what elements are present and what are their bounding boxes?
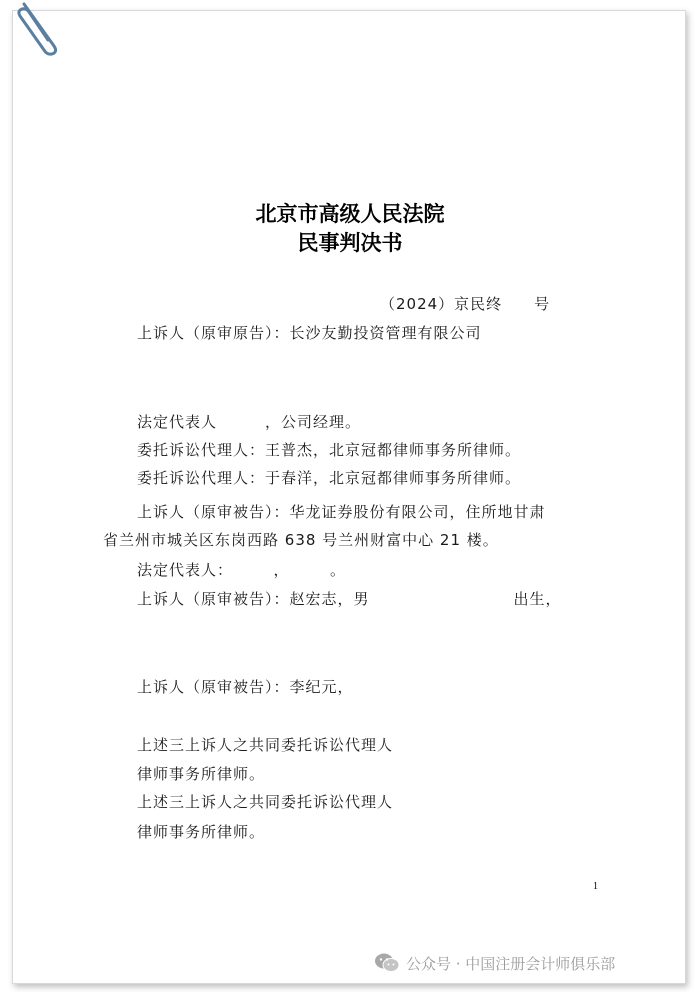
watermark <box>374 952 615 974</box>
text-line: 上诉人（原审原告）：长沙友勤投资管理有限公司 <box>137 324 482 342</box>
watermark-text: 公众号 · 中国注册会计师俱乐部 <box>406 954 616 973</box>
case-number: （2024）京民终 号 <box>380 295 551 313</box>
text-line: 委托诉讼代理人：于春洋，北京冠都律师事务所律师。 <box>137 469 522 487</box>
text-line: 法定代表人 ，公司经理。 <box>137 413 362 431</box>
wechat-icon <box>374 952 400 974</box>
text-line: 省兰州市城关区东岗西路 638 号兰州财富中心 21 楼。 <box>103 531 499 549</box>
text-line: 上述三上诉人之共同委托诉讼代理人 <box>137 736 394 754</box>
text-line: 上诉人（原审被告）：李纪元， <box>137 678 354 696</box>
document-page <box>12 10 686 984</box>
paperclip-icon <box>14 0 60 56</box>
text-line: 法定代表人： ， 。 <box>137 561 347 579</box>
document-type-title: 民事判决书 <box>297 230 403 255</box>
page-number: 1 <box>593 881 598 892</box>
text-line: 上述三上诉人之共同委托诉讼代理人 <box>137 793 394 811</box>
text-line: 上诉人（原审被告）：华龙证券股份有限公司，住所地甘肃 <box>137 503 546 521</box>
text-line: 委托诉讼代理人：王普杰，北京冠都律师事务所律师。 <box>137 441 522 459</box>
court-name: 北京市高级人民法院 <box>255 201 445 226</box>
text-line: 上诉人（原审被告）：赵宏志，男 出生， <box>137 590 562 608</box>
text-line: 律师事务所律师。 <box>137 765 266 783</box>
text-line: 律师事务所律师。 <box>137 823 266 841</box>
